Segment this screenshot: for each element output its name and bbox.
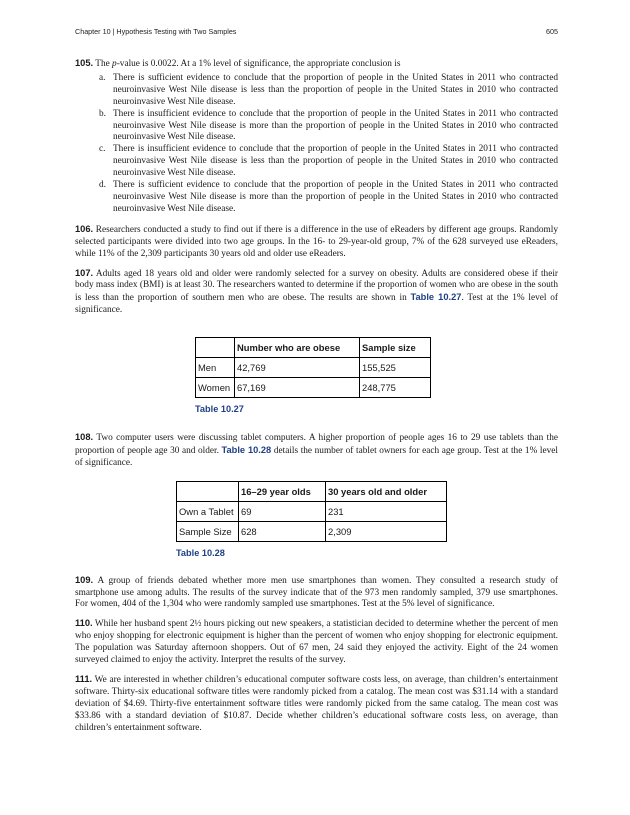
page-content [75,58,558,742]
exercise-number: 106. [75,223,94,234]
table-cell: 67,169 [235,378,360,398]
exercise-105-intro: 105. The p-value is 0.0022. At a 1% level of significance, the appropriate conclusion is [75,58,401,69]
table-row [177,521,447,541]
table-10-28-link[interactable]: Table 10.28 [221,444,272,455]
exercise-110: 110. While her husband spent 2½ hours picking out new speakers, a statistician decided to determine whether the percent of men who enjoy shopping for electronic equipment is higher than the percent of women who enjoy shopping for electronic equipment. The population was Saturday afternoon shoppers. Out of 67 men, 24 said they enjoyed the activity. Eight of the 24 women surveyed claimed to enjoy the activity. Interpret the results of the survey. [75,618,559,666]
choice-a: a. There is sufficient evidence to conclude that the proportion of people in the United States in 2011 who contracted neuroinvasive West Nile disease is less than the proportion of people in the United States in 2010 who contracted neuroinvasive West Nile disease. [99,72,558,107]
exercise-106: 106. Researchers conducted a study to find out if there is a difference in the use of eReaders by different age groups. Randomly selected participants were divided into two age groups. In the 16- to 29-year-old group, 7% of the 628 surveyed use eReaders, while 11% of the 2,309 participants 30 years old and older use eReaders. [75,223,559,259]
exercise-111: 111. We are interested in whether children’s educational computer software costs less, on average, than children’s entertainment software. Thirty-six educational software titles were randomly picked from a catalog. The mean cost was $31.14 with a standard deviation of $4.69. Thirty-five entertainment software titles were randomly picked from the same catalog. The mean cost was $33.86 with a standard deviation of $10.87. Decide whether children’s educational software costs less, on average, than children’s entertainment software. [75,674,559,733]
table-10-27-wrapper [195,337,558,416]
exercise-number: 107. [75,267,94,278]
exercise-105 [75,58,558,216]
table-cell: Sample Size [177,521,239,541]
exercise-108: 108. Two computer users were discussing tablet computers. A higher proportion of people ages 16 to 29 use tablets than the proportion of people age 30 and older. Table 10.28 details the number of tablet owners for each age group. Test at the 1% level of significance. 16–29 year olds 30 years old and older Own a Tablet 69 231 Sample Size 628 2,309 Table 10.28 [75,432,558,558]
table-header-cell: Number who are obese [235,338,360,358]
exercise-107: 107. Adults aged 18 years old and older were randomly selected for a survey on obesity. Adults are considered obese if their body mass index (BMI) is at least 30. The researchers wanted to determine if the proportion of women who are obese in the south is less than the proportion of southern men who are obese. The results are shown in Table 10.27. Test at the 1% level of significance. Number who are obese Sample size Men 42,769 155,525 Women 67,169 248,775 Table 10.27 [75,267,559,415]
table-10-27-link[interactable]: Table 10.27 [410,292,462,303]
table-cell: Women [196,378,235,398]
table-cell: 628 [239,521,326,541]
choice-b: b. There is insufficient evidence to conclude that the proportion of people in the United States in 2011 who contracted neuroinvasive West Nile disease is more than the proportion of people in the United States in 2010 who contracted neuroinvasive West Nile disease. [99,108,558,143]
table-header-row [196,338,431,358]
table-cell: 248,775 [360,378,431,398]
table-header-cell: 16–29 year olds [239,481,326,501]
exercise-number: 108. [75,432,94,443]
table-cell: 42,769 [235,358,360,378]
table-row [196,378,431,398]
table-row [196,358,431,378]
exercise-number: 109. [75,574,94,585]
table-row [177,501,447,521]
exercise-109: 109. A group of friends debated whether more men use smartphones than women. They consulted a research study of smartphone use among adults. The results of the survey indicate that of the 973 men randomly sampled, 379 use smartphones. For women, 404 of the 1,304 who were randomly sampled use smartphones. Test at the 5% level of significance. [75,574,558,610]
page-header [75,27,558,39]
exercise-number: 110. [75,618,93,629]
chapter-title: Chapter 10 | Hypothesis Testing with Two Samples [75,27,237,36]
table-header-cell [196,338,235,358]
table-cell: 231 [326,501,447,521]
choice-d: d. There is sufficient evidence to conclude that the proportion of people in the United States in 2011 who contracted neuroinvasive West Nile disease is more than the proportion of people in the United States in 2010 who contracted neuroinvasive West Nile disease. [99,180,558,214]
table-cell: 155,525 [360,358,431,378]
table-caption: Table 10.27 [195,404,244,415]
table-header-row [177,481,447,501]
table-cell: Own a Tablet [177,501,239,521]
table-header-cell: Sample size [360,338,431,358]
table-cell: 69 [239,501,326,521]
table-cell: Men [196,358,235,378]
exercise-number: 105. [75,58,94,68]
table-10-27 [195,337,431,398]
table-10-28-wrapper [176,481,558,560]
answer-choices [75,73,558,216]
page-number: 605 [546,27,558,36]
table-10-28 [176,481,447,542]
choice-c: c. There is insufficient evidence to conclude that the proportion of people in the United States in 2011 who contracted neuroinvasive West Nile disease is less than the proportion of people in the United States in 2010 who contracted neuroinvasive West Nile disease. [99,144,558,179]
table-header-cell [177,481,239,501]
table-header-cell: 30 years old and older [326,481,447,501]
exercise-number: 111. [75,674,93,684]
table-cell: 2,309 [326,521,447,541]
table-caption: Table 10.28 [176,547,225,558]
